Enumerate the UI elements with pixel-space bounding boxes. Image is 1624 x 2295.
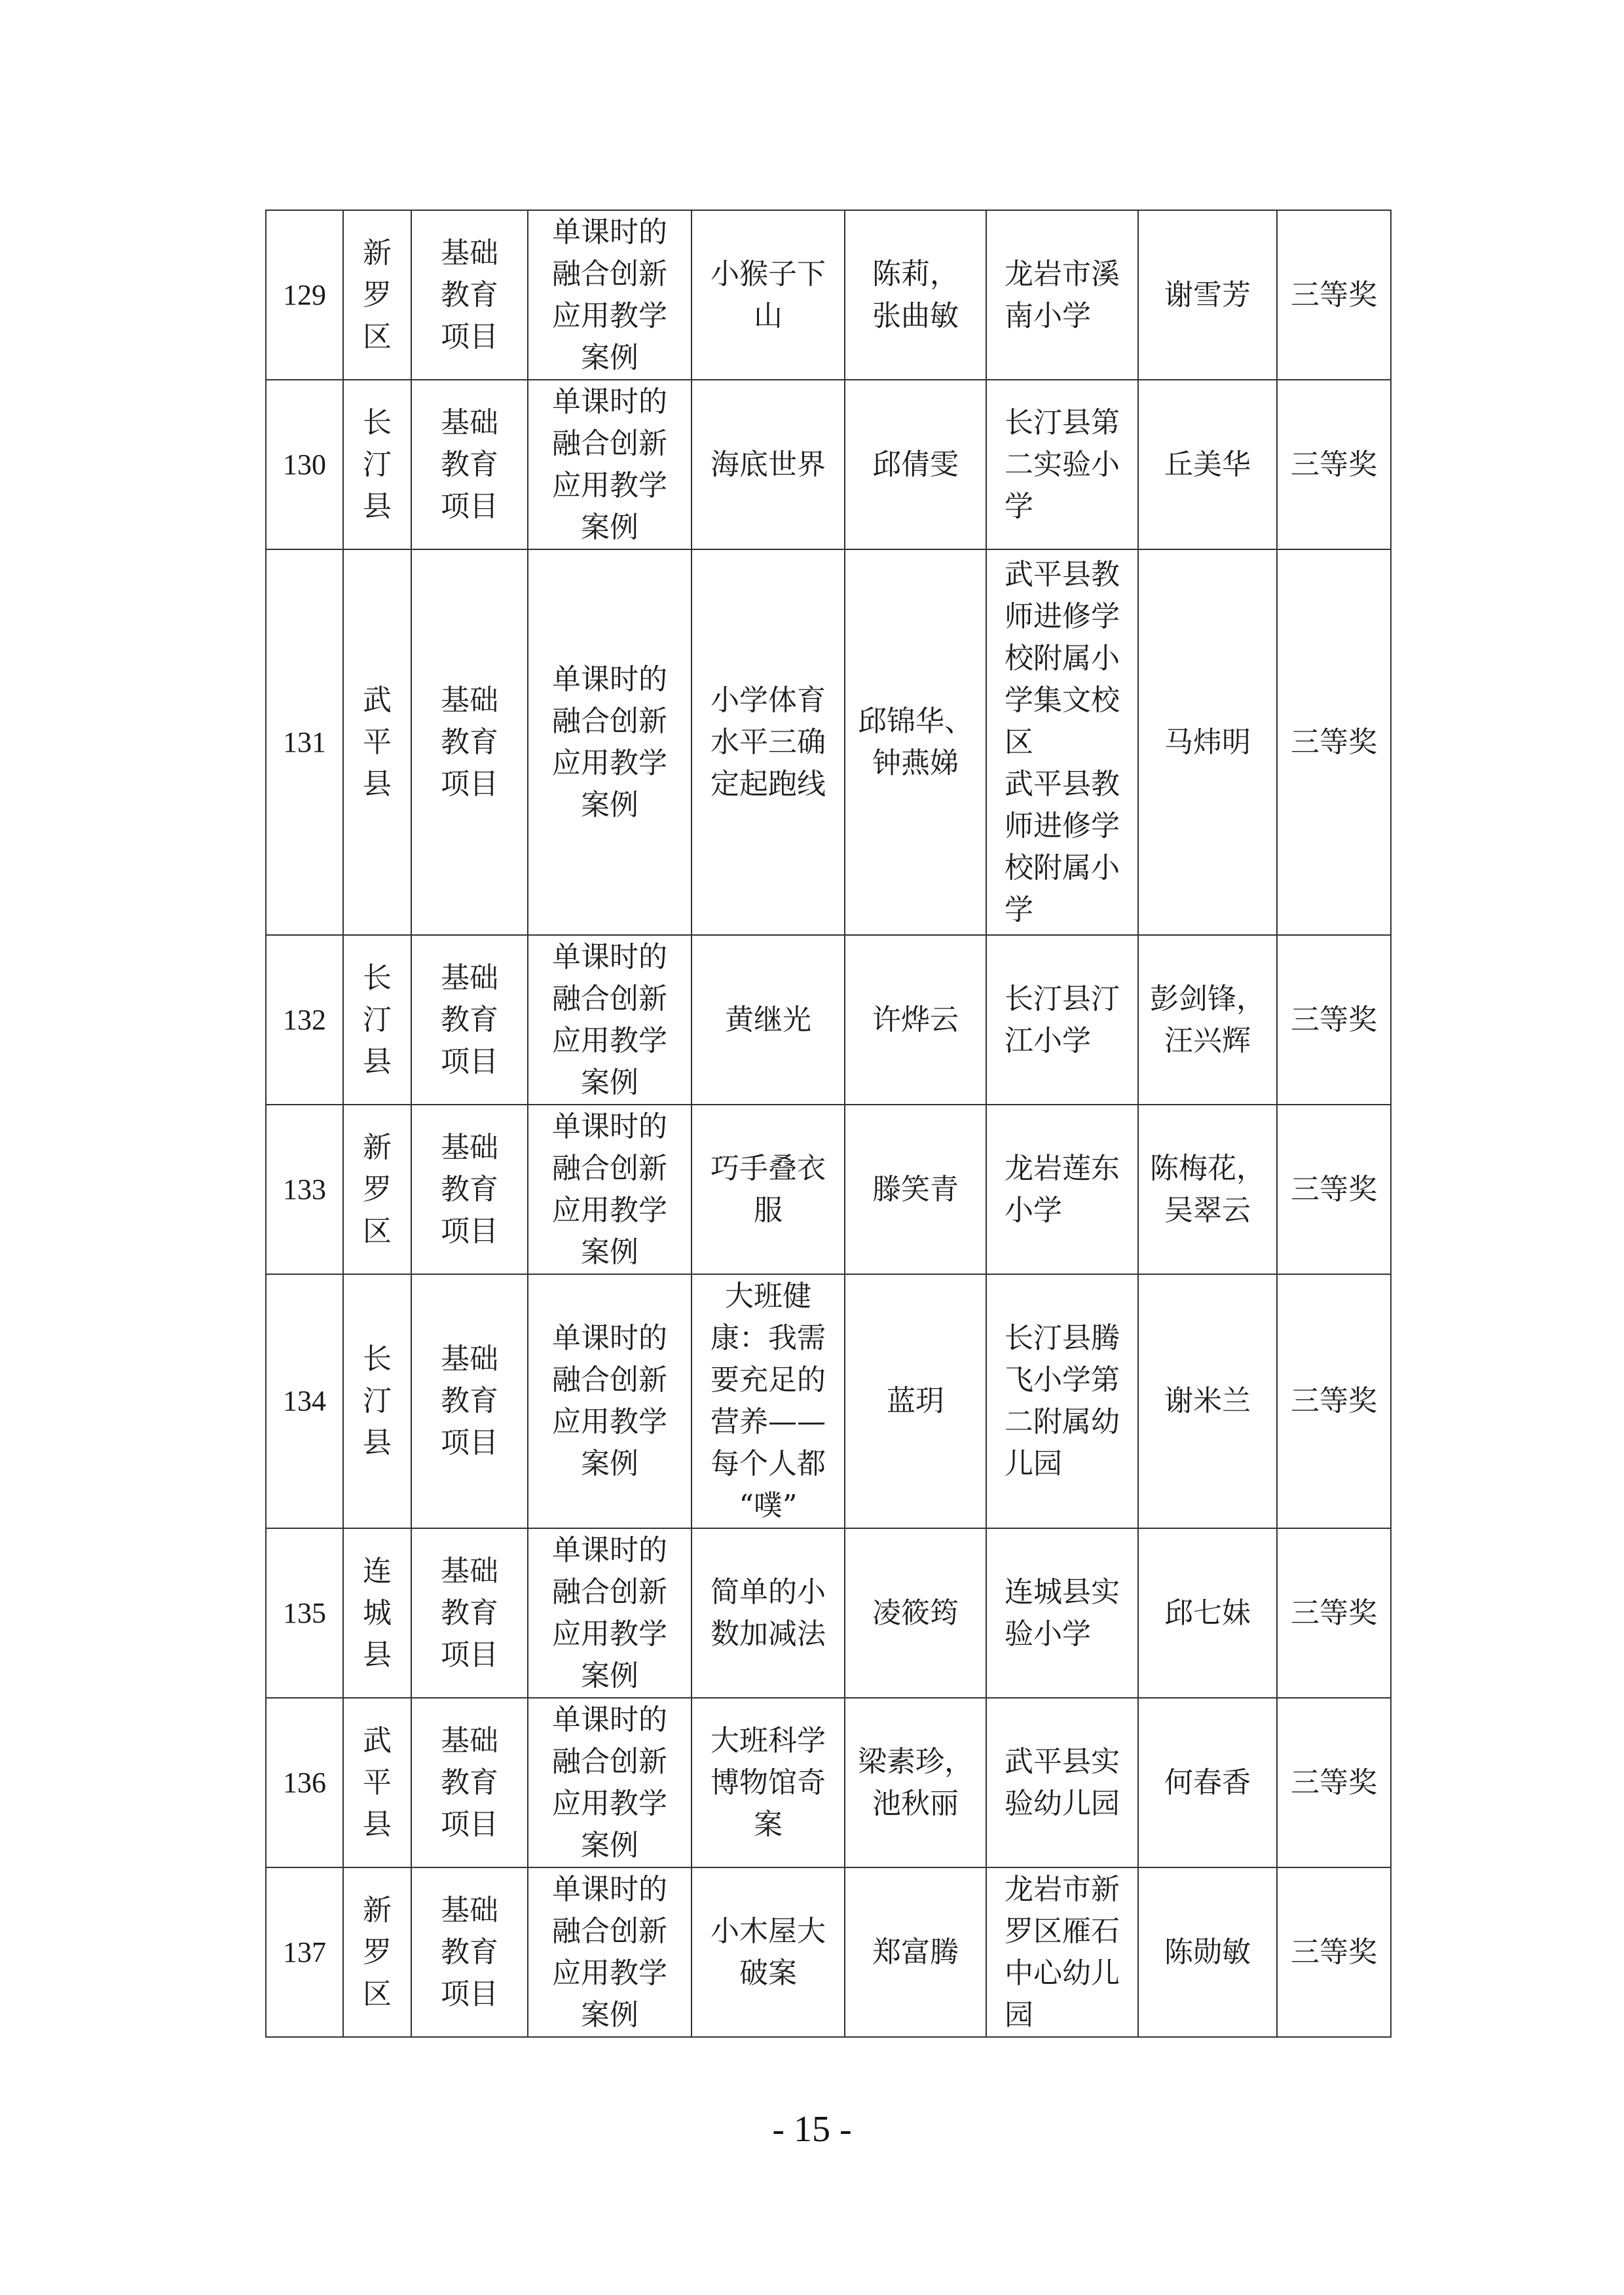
award-level: 三等奖 bbox=[1291, 1002, 1377, 1037]
instructor-cell bbox=[1138, 935, 1277, 1105]
school-cell bbox=[986, 935, 1138, 1105]
entry-number-cell bbox=[266, 1105, 343, 1274]
county-cell bbox=[343, 1698, 411, 1867]
case-type-cell bbox=[528, 210, 692, 380]
work-title-cell bbox=[692, 380, 845, 549]
county-cell bbox=[343, 380, 411, 549]
instructor: 谢雪芳 bbox=[1164, 278, 1251, 312]
work-title: 巧手叠衣 服 bbox=[710, 1151, 826, 1227]
table-row bbox=[266, 1274, 1391, 1528]
project-category-cell bbox=[411, 380, 528, 549]
award-level: 三等奖 bbox=[1291, 447, 1377, 481]
instructor-cell bbox=[1138, 1698, 1277, 1867]
school: 龙岩市新 罗区雁石 中心幼儿 园 bbox=[1005, 1872, 1120, 2032]
award-level-cell bbox=[1277, 549, 1391, 935]
school: 龙岩市溪 南小学 bbox=[1005, 257, 1120, 333]
instructor: 谢米兰 bbox=[1164, 1384, 1251, 1418]
authors: 许烨云 bbox=[872, 1002, 959, 1037]
entry-number-cell bbox=[266, 1867, 343, 2037]
authors: 邱锦华、 钟燕娣 bbox=[858, 704, 973, 780]
instructor: 彭剑锋， 汪兴辉 bbox=[1150, 982, 1265, 1057]
school-cell bbox=[986, 380, 1138, 549]
county: 武 平 县 bbox=[363, 683, 392, 801]
entry-number: 134 bbox=[283, 1385, 326, 1417]
authors: 蓝玥 bbox=[887, 1384, 944, 1418]
entry-number: 135 bbox=[283, 1596, 326, 1629]
project-category: 基础 教育 项目 bbox=[441, 683, 498, 801]
case-type: 单课时的 融合创新 应用教学 案例 bbox=[552, 662, 667, 822]
county: 长 汀 县 bbox=[363, 405, 392, 523]
work-title: 黄继光 bbox=[725, 1002, 811, 1037]
award-level-cell bbox=[1277, 210, 1391, 380]
county-cell bbox=[343, 1105, 411, 1274]
case-type: 单课时的 融合创新 应用教学 案例 bbox=[552, 1872, 667, 2032]
county: 新 罗 区 bbox=[363, 1893, 392, 2011]
instructor-cell bbox=[1138, 1274, 1277, 1528]
award-level: 三等奖 bbox=[1291, 1935, 1377, 1969]
instructor: 马炜明 bbox=[1164, 725, 1251, 759]
project-category-cell bbox=[411, 1698, 528, 1867]
entry-number: 132 bbox=[283, 1003, 326, 1036]
award-level: 三等奖 bbox=[1291, 1596, 1377, 1630]
award-level-cell bbox=[1277, 1867, 1391, 2037]
instructor-cell bbox=[1138, 1528, 1277, 1698]
entry-number-cell bbox=[266, 1528, 343, 1698]
entry-number-cell bbox=[266, 549, 343, 935]
case-type: 单课时的 融合创新 应用教学 案例 bbox=[552, 384, 667, 544]
county: 长 汀 县 bbox=[363, 961, 392, 1078]
case-type-cell bbox=[528, 935, 692, 1105]
school: 长汀县腾 飞小学第 二附属幼 儿园 bbox=[1005, 1321, 1120, 1480]
entry-number: 136 bbox=[283, 1766, 326, 1799]
project-category-cell bbox=[411, 935, 528, 1105]
table-row bbox=[266, 1105, 1391, 1274]
case-type: 单课时的 融合创新 应用教学 案例 bbox=[552, 940, 667, 1099]
case-type: 单课时的 融合创新 应用教学 案例 bbox=[552, 215, 667, 375]
award-level: 三等奖 bbox=[1291, 1765, 1377, 1799]
county: 连 城 县 bbox=[363, 1554, 392, 1672]
work-title: 海底世界 bbox=[710, 447, 826, 481]
project-category-cell bbox=[411, 549, 528, 935]
work-title-cell bbox=[692, 549, 845, 935]
work-title: 简单的小 数加减法 bbox=[710, 1575, 826, 1651]
project-category-cell bbox=[411, 1528, 528, 1698]
instructor-cell bbox=[1138, 549, 1277, 935]
work-title: 大班科学 博物馆奇 案 bbox=[710, 1723, 826, 1841]
case-type-cell bbox=[528, 549, 692, 935]
project-category: 基础 教育 项目 bbox=[441, 1130, 498, 1248]
work-title-cell bbox=[692, 935, 845, 1105]
school: 武平县实 验幼儿园 bbox=[1005, 1744, 1120, 1820]
school: 长汀县第 二实验小 学 bbox=[1005, 405, 1120, 523]
table-row bbox=[266, 380, 1391, 549]
county-cell bbox=[343, 1274, 411, 1528]
work-title-cell bbox=[692, 210, 845, 380]
school-cell bbox=[986, 1867, 1138, 2037]
project-category: 基础 教育 项目 bbox=[441, 236, 498, 354]
authors: 滕笑青 bbox=[872, 1172, 959, 1206]
project-category-cell bbox=[411, 1274, 528, 1528]
entry-number: 130 bbox=[283, 448, 326, 481]
work-title-cell bbox=[692, 1867, 845, 2037]
county: 长 汀 县 bbox=[363, 1342, 392, 1460]
authors: 邱倩雯 bbox=[872, 447, 959, 481]
project-category: 基础 教育 项目 bbox=[441, 405, 498, 523]
authors-cell bbox=[845, 1274, 986, 1528]
school-cell bbox=[986, 549, 1138, 935]
case-type-cell bbox=[528, 380, 692, 549]
project-category-cell bbox=[411, 1105, 528, 1274]
authors: 郑富腾 bbox=[872, 1935, 959, 1969]
award-level: 三等奖 bbox=[1291, 725, 1377, 759]
award-level-cell bbox=[1277, 1528, 1391, 1698]
instructor-cell bbox=[1138, 380, 1277, 549]
case-type-cell bbox=[528, 1105, 692, 1274]
award-level-cell bbox=[1277, 380, 1391, 549]
authors-cell bbox=[845, 1867, 986, 2037]
project-category: 基础 教育 项目 bbox=[441, 1723, 498, 1841]
project-category-cell bbox=[411, 1867, 528, 2037]
work-title-cell bbox=[692, 1698, 845, 1867]
authors-cell bbox=[845, 210, 986, 380]
instructor: 何春香 bbox=[1164, 1765, 1251, 1799]
school: 龙岩莲东 小学 bbox=[1005, 1151, 1120, 1227]
authors: 陈莉， 张曲敏 bbox=[872, 257, 959, 333]
authors-cell bbox=[845, 1105, 986, 1274]
case-type-cell bbox=[528, 1274, 692, 1528]
entry-number: 131 bbox=[283, 725, 326, 758]
school-cell bbox=[986, 1528, 1138, 1698]
table-row bbox=[266, 549, 1391, 935]
county-cell bbox=[343, 935, 411, 1105]
entry-number-cell bbox=[266, 935, 343, 1105]
entry-number-cell bbox=[266, 210, 343, 380]
school: 武平县教 师进修学 校附属小 学集文校 区 武平县教 师进修学 校附属小 学 bbox=[1005, 557, 1120, 927]
county: 武 平 县 bbox=[363, 1723, 392, 1841]
work-title-cell bbox=[692, 1274, 845, 1528]
case-type-cell bbox=[528, 1698, 692, 1867]
authors: 凌筱筠 bbox=[872, 1596, 959, 1630]
project-category: 基础 教育 项目 bbox=[441, 1342, 498, 1460]
award-level-cell bbox=[1277, 1105, 1391, 1274]
work-title: 小学体育 水平三确 定起跑线 bbox=[710, 683, 826, 801]
entry-number-cell bbox=[266, 1274, 343, 1528]
award-level-cell bbox=[1277, 1698, 1391, 1867]
table-row bbox=[266, 1528, 1391, 1698]
authors-cell bbox=[845, 549, 986, 935]
county-cell bbox=[343, 1867, 411, 2037]
entry-number: 129 bbox=[283, 278, 326, 311]
instructor: 陈勋敏 bbox=[1164, 1935, 1251, 1969]
authors-cell bbox=[845, 380, 986, 549]
project-category: 基础 教育 项目 bbox=[441, 961, 498, 1078]
school-cell bbox=[986, 1274, 1138, 1528]
award-level: 三等奖 bbox=[1291, 1384, 1377, 1418]
case-type-cell bbox=[528, 1528, 692, 1698]
instructor-cell bbox=[1138, 1105, 1277, 1274]
work-title-cell bbox=[692, 1105, 845, 1274]
award-level-cell bbox=[1277, 935, 1391, 1105]
school: 长汀县汀 江小学 bbox=[1005, 982, 1120, 1057]
county: 新 罗 区 bbox=[363, 1130, 392, 1248]
work-title: 小猴子下 山 bbox=[710, 257, 826, 333]
school-cell bbox=[986, 1105, 1138, 1274]
entry-number: 137 bbox=[283, 1936, 326, 1968]
project-category-cell bbox=[411, 210, 528, 380]
project-category: 基础 教育 项目 bbox=[441, 1893, 498, 2011]
authors: 梁素珍， 池秋丽 bbox=[858, 1744, 973, 1820]
project-category: 基础 教育 项目 bbox=[441, 1554, 498, 1672]
table-row bbox=[266, 1867, 1391, 2037]
page-number: - 15 - bbox=[772, 2109, 852, 2150]
work-title: 小木屋大 破案 bbox=[710, 1914, 826, 1990]
award-level: 三等奖 bbox=[1291, 278, 1377, 312]
case-type-cell bbox=[528, 1867, 692, 2037]
case-type: 单课时的 融合创新 应用教学 案例 bbox=[552, 1533, 667, 1693]
table-row bbox=[266, 935, 1391, 1105]
entry-number: 133 bbox=[283, 1173, 326, 1205]
county: 新 罗 区 bbox=[363, 236, 392, 354]
authors-cell bbox=[845, 1528, 986, 1698]
award-level-cell bbox=[1277, 1274, 1391, 1528]
case-type: 单课时的 融合创新 应用教学 案例 bbox=[552, 1702, 667, 1862]
entry-number-cell bbox=[266, 1698, 343, 1867]
table-row bbox=[266, 210, 1391, 380]
instructor: 丘美华 bbox=[1164, 447, 1251, 481]
authors-cell bbox=[845, 1698, 986, 1867]
award-level: 三等奖 bbox=[1291, 1172, 1377, 1206]
instructor-cell bbox=[1138, 210, 1277, 380]
work-title: 大班健 康：我需 要充足的 营养—— 每个人都 “噗” bbox=[710, 1279, 826, 1522]
school: 连城县实 验小学 bbox=[1005, 1575, 1120, 1651]
case-type: 单课时的 融合创新 应用教学 案例 bbox=[552, 1109, 667, 1269]
county-cell bbox=[343, 210, 411, 380]
table-row bbox=[266, 1698, 1391, 1867]
entry-number-cell bbox=[266, 380, 343, 549]
work-title-cell bbox=[692, 1528, 845, 1698]
awards-table-body bbox=[266, 210, 1391, 2037]
instructor: 邱七妹 bbox=[1164, 1596, 1251, 1630]
awards-table bbox=[265, 210, 1392, 2038]
county-cell bbox=[343, 1528, 411, 1698]
instructor-cell bbox=[1138, 1867, 1277, 2037]
school-cell bbox=[986, 1698, 1138, 1867]
school-cell bbox=[986, 210, 1138, 380]
instructor: 陈梅花， 吴翠云 bbox=[1150, 1151, 1265, 1227]
county-cell bbox=[343, 549, 411, 935]
authors-cell bbox=[845, 935, 986, 1105]
case-type: 单课时的 融合创新 应用教学 案例 bbox=[552, 1321, 667, 1480]
